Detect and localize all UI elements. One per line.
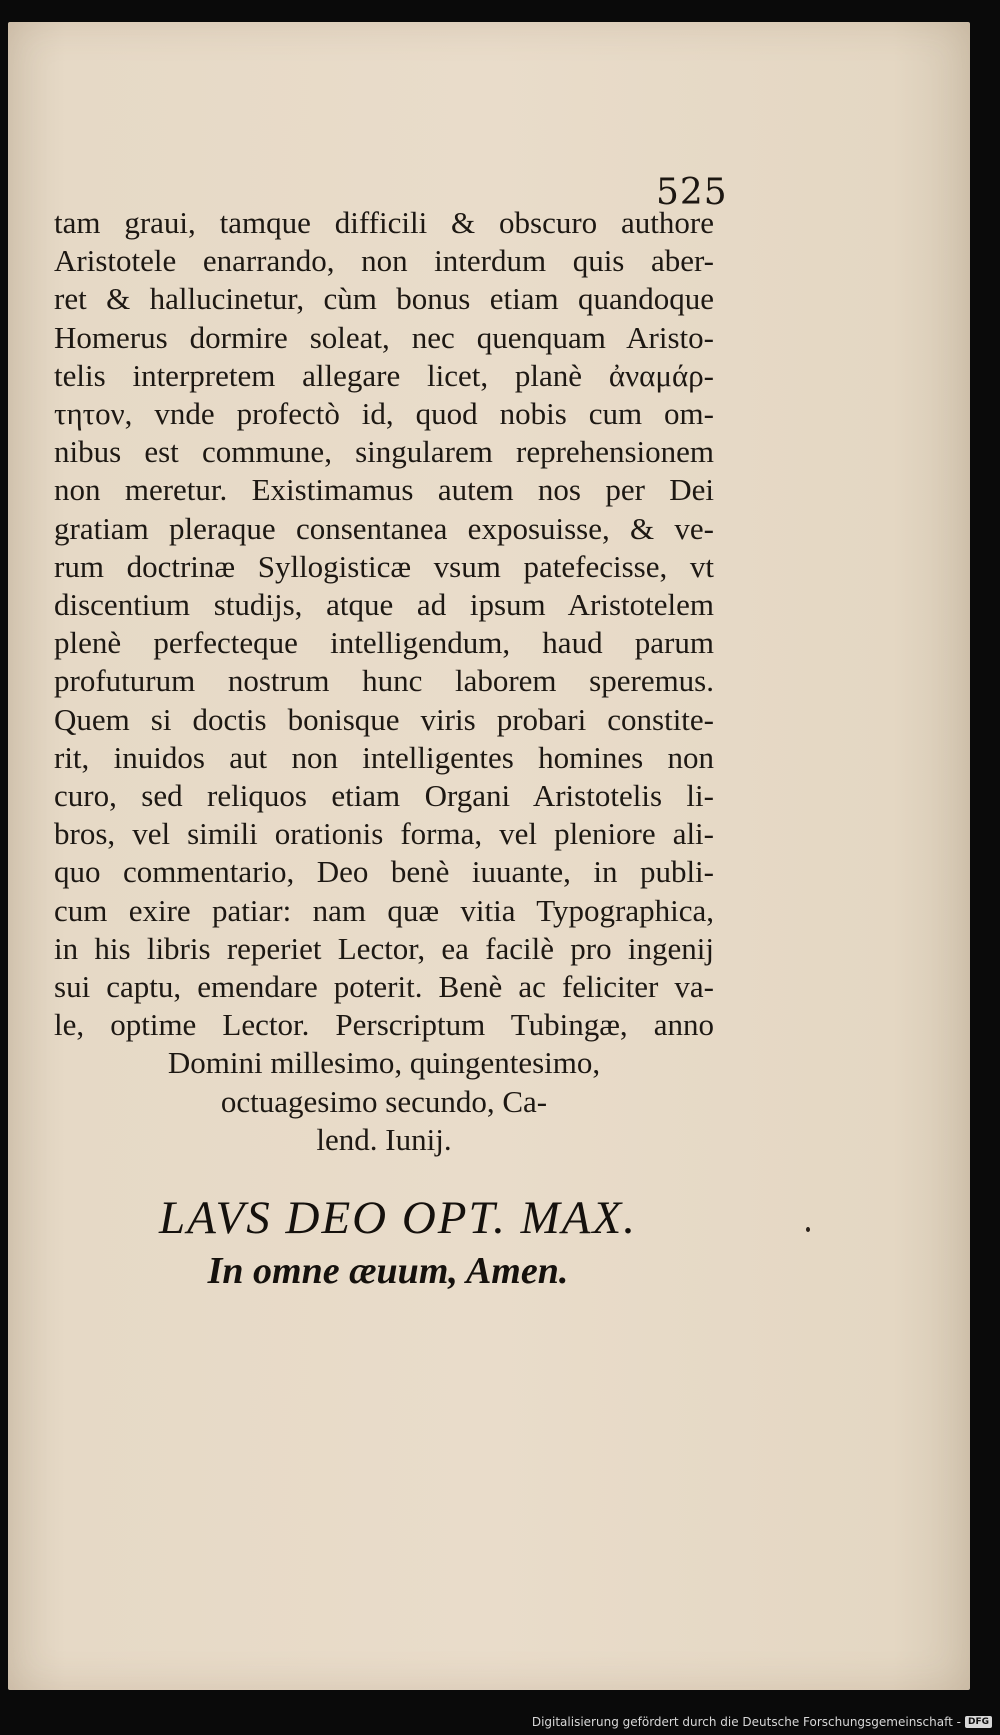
colophon bbox=[88, 1190, 708, 1296]
dfg-logo-icon: DFG bbox=[965, 1716, 992, 1728]
text-line: Aristotele enarrando, non interdum quis aber- bbox=[54, 243, 714, 279]
text-line: telis interpretem allegare licet, planè ἀναμάρ- bbox=[54, 357, 714, 393]
text-line: tam graui, tamque difficili & obscuro authore bbox=[54, 205, 714, 240]
closing-line: octuagesimo secundo, Ca- bbox=[220, 1083, 548, 1119]
text-line: le, optime Lector. Perscriptum Tubingæ, anno bbox=[54, 1007, 714, 1043]
text-line: quo commentario, Deo benè iuuante, in publi- bbox=[54, 854, 714, 890]
closing-line: lend. Iunij. bbox=[316, 1121, 452, 1157]
text-line: τητον, vnde profectò id, quod nobis cum om- bbox=[54, 396, 714, 432]
digitization-footer bbox=[532, 1715, 992, 1729]
page-number: 525 bbox=[656, 172, 728, 213]
text-line: rum doctrinæ Syllogisticæ vsum patefecisse, vt bbox=[54, 548, 714, 584]
ink-speck bbox=[806, 1227, 810, 1232]
colophon-subtitle: In omne æuum, Amen. bbox=[207, 1250, 569, 1292]
text-line: bros, vel simili orationis forma, vel pleniore ali- bbox=[54, 816, 714, 852]
text-line: Homerus dormire soleat, nec quenquam Aristo- bbox=[54, 319, 714, 355]
footer-credit: Digitalisierung gefördert durch die Deutsche Forschungsgemeinschaft - bbox=[531, 1715, 961, 1729]
text-line: nibus est commune, singularem reprehensionem bbox=[54, 434, 714, 470]
book-page bbox=[8, 22, 970, 1690]
closing-line: Domini millesimo, quingentesimo, bbox=[167, 1045, 601, 1081]
text-line: plenè perfecteque intelligendum, haud parum bbox=[54, 625, 714, 661]
text-line: rit, inuidos aut non intelligentes homines non bbox=[54, 739, 714, 775]
colophon-title: LAVS DEO OPT. MAX. bbox=[159, 1192, 637, 1244]
text-line: in his libris reperiet Lector, ea facilè pro ingenij bbox=[54, 930, 714, 966]
text-line: curo, sed reliquos etiam Organi Aristotelis li- bbox=[54, 778, 714, 814]
text-line: cum exire patiar: nam quæ vitia Typographica, bbox=[54, 892, 714, 928]
body-text bbox=[54, 204, 714, 1159]
text-line: Quem si doctis bonisque viris probari constite- bbox=[54, 701, 714, 737]
text-line: ret & hallucinetur, cùm bonus etiam quandoque bbox=[54, 281, 714, 317]
text-line: non meretur. Existimamus autem nos per Dei bbox=[54, 472, 714, 508]
text-line: discentium studijs, atque ad ipsum Aristotelem bbox=[54, 587, 714, 623]
text-line: gratiam pleraque consentanea exposuisse, & ve- bbox=[54, 510, 714, 546]
text-line: profuturum nostrum hunc laborem speremus. bbox=[54, 663, 714, 699]
text-line: sui captu, emendare poterit. Benè ac feliciter va- bbox=[54, 969, 714, 1005]
